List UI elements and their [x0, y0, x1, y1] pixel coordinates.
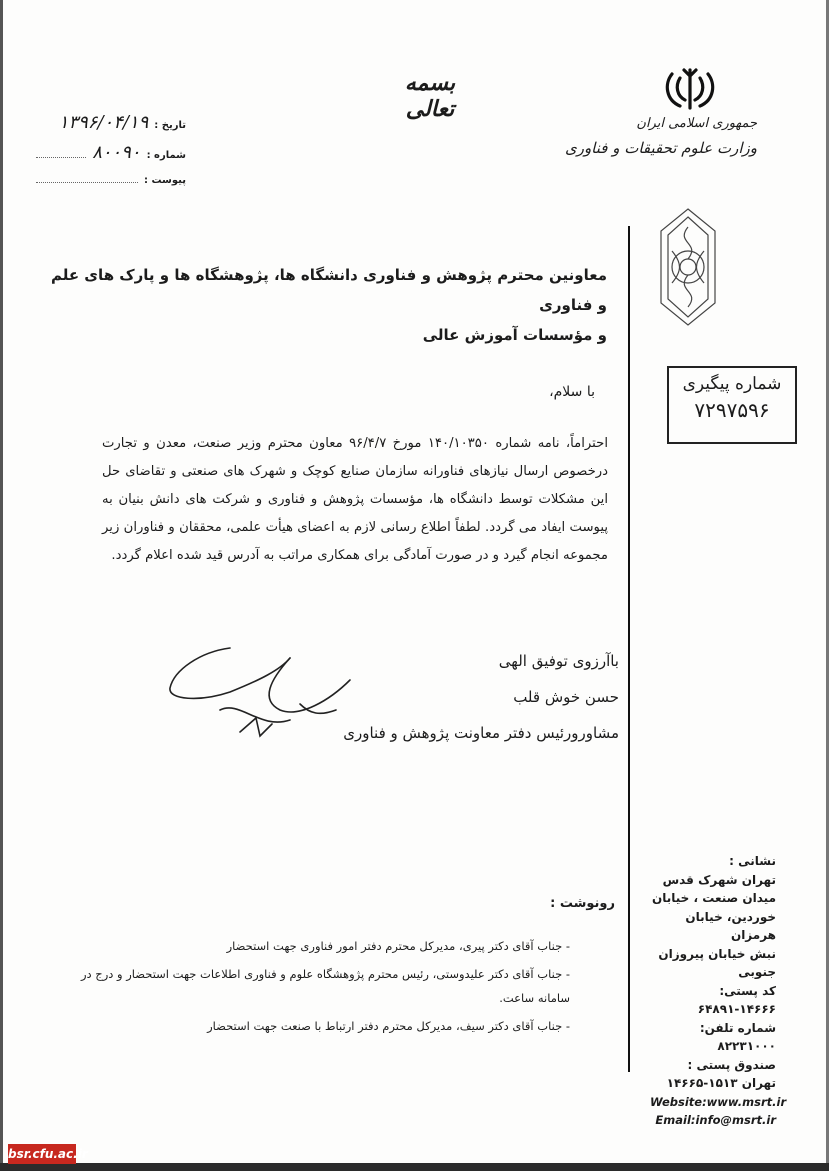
email-link[interactable]: Email:info@msrt.ir — [655, 1113, 776, 1127]
po-box-value: تهران ۱۵۱۳-۱۴۶۶۵ — [666, 1076, 776, 1090]
address-line-3: خوردین، خیابان هرمزان — [685, 909, 776, 942]
recipient-heading — [47, 260, 607, 350]
recipient-line1: معاونین محترم پژوهش و فناوری دانشگاه ها، پژوهشگاه ها و پارک های علم و فناوری — [50, 266, 607, 314]
number-label: شماره : — [146, 150, 186, 161]
ornament-icon — [655, 207, 721, 327]
letter-body: احتراماً، نامه شماره ۱۴۰/۱۰۳۵۰ مورخ ۹۶/۴/۷ معاون محترم وزیر صنعت، معدن و تجارت درخصوص ارسال نیازهای فناورانه سازمان صنایع کوچک و شهرک های صنعتی و تقاضای حل این مشکلات توسط دانشگاه ها، مؤسسات پژوهش و فناوری و شرکت های دانش بنیان به پیوست ایفاد می گردد. لطفاً اطلاع رسانی لازم به اعضای هیأت علمی، محققان و فناوران زیر مجموعه انجام گیرد و در صورت آمادگی برای همکاری مراتب به آدرس قید شده اعلام گردد. — [102, 436, 608, 563]
ministry-block — [565, 116, 757, 157]
scan-edge-bottom — [0, 1163, 829, 1171]
handwritten-signature-icon — [160, 640, 370, 750]
attachment-dots — [36, 172, 138, 183]
ministry-line2: وزارت علوم تحقیقات و فناوری — [564, 139, 757, 157]
copy-item-1: - جناب آقای دکتر پیری، مدیرکل محترم دفتر امور فناوری جهت استحضار — [226, 939, 570, 953]
date-value: ۱۳۹۶/۰۴/۱۹ — [58, 112, 149, 133]
recipient-line2: و مؤسسات آموزش عالی — [422, 326, 607, 344]
salutation: با سلام، — [549, 384, 595, 400]
basmala: بسمه تعالی — [404, 70, 456, 122]
ministry-line1: جمهوری اسلامی ایران — [636, 116, 757, 131]
number-value: ۸۰۰۹۰ — [92, 142, 141, 163]
address-label: نشانی : — [729, 854, 776, 868]
postal-code: کد پستی: ۱۴۶۶۶-۶۴۸۹۱ — [697, 983, 776, 1016]
tracking-box — [667, 366, 797, 444]
number-row — [36, 142, 186, 172]
letter-meta — [36, 112, 186, 202]
copy-item-3: - جناب آقای دکتر سیف، مدیرکل محترم دفتر ارتباط با صنعت جهت استحضار — [207, 1019, 570, 1033]
tracking-label: شماره پیگیری — [682, 374, 782, 394]
date-row — [36, 112, 186, 142]
tracking-value: ۷۲۹۷۵۹۶ — [694, 398, 770, 422]
attachment-row — [36, 172, 186, 202]
phone-number: شماره تلفن: ۸۲۲۳۱۰۰۰ — [699, 1020, 776, 1053]
address-line-1: تهران شهرک قدس — [662, 872, 776, 887]
margin-rule — [628, 226, 630, 1072]
signature-block — [343, 643, 619, 751]
iran-emblem-icon — [660, 64, 720, 114]
number-dots — [36, 147, 86, 158]
date-label: تاریخ : — [154, 120, 186, 131]
signature-closing: باآرزوی توفیق الهی — [498, 652, 619, 670]
copies-title: رونوشت : — [550, 896, 615, 911]
address-line-2: میدان صنعت ، خیابان — [652, 891, 776, 905]
po-box-label: صندوق پستی : — [687, 1057, 776, 1072]
signatory-title: مشاورورئیس دفتر معاونت پژوهش و فناوری — [343, 724, 619, 742]
signatory-name: حسن خوش قلب — [513, 688, 619, 706]
copies-list — [52, 934, 570, 1042]
address-line-4: نبش خیابان پیروزان جنوبی — [658, 946, 776, 979]
source-watermark: bsr.cfu.ac.ir — [8, 1144, 76, 1164]
attachment-label: پیوست : — [143, 175, 186, 186]
address-block — [650, 852, 787, 1130]
copy-item-2: - جناب آقای دکتر علیدوستی، رئیس محترم پژوهشگاه علوم و فناوری اطلاعات جهت استحضار و درج در سامانه ساعت. — [80, 967, 570, 1005]
scan-edge-left — [0, 0, 3, 1171]
website-link[interactable]: Website:www.msrt.ir — [650, 1094, 787, 1109]
